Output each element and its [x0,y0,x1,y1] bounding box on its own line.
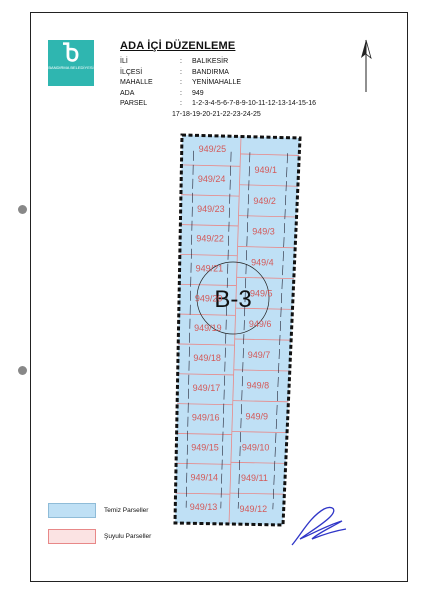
parcel-label: 949/15 [191,442,219,453]
parcel-label: 949/3 [252,226,275,237]
logo-text: BANDIRMA BELEDİYESİ [48,65,94,70]
info-row: PARSEL : 1-2-3-4-5-6-7-8-9-10-11-12-13-14-15-16 [120,100,316,107]
legend-label: Temiz Parseller [104,507,149,515]
logo-mark-icon: Ⴆ [62,41,80,66]
legend-label: Şuyulu Parseller [104,533,152,541]
parcel-label: 949/11 [241,473,268,484]
document-title: ADA İÇİ DÜZENLEME [120,40,236,52]
parcel-label: 949/17 [192,382,221,393]
parsel-continuation: 17-18-19-20-21-22-23-24-25 [172,110,261,118]
parcel-label: 949/13 [189,502,218,513]
parcel-label: 949/7 [247,349,271,360]
parcel-label: 949/10 [241,442,270,453]
parcel-label: 949/22 [196,233,224,244]
info-row: ADA : 949 [120,89,204,97]
legend-item-clean [48,503,148,518]
parcel-label: 949/2 [253,195,276,206]
info-row: MAHALLE : YENİMAHALLE [120,79,242,86]
parcel-label: 949/16 [191,412,220,423]
legend-swatch-shared [48,529,96,544]
block-label: B-3 [214,286,252,313]
parcel-label: 949/25 [198,144,227,155]
parcel-label: 949/8 [246,380,270,391]
parcel-label: 949/24 [197,174,226,185]
info-row: İLİ : BALIKESİR [120,58,229,65]
parcel-label: 949/6 [248,319,272,330]
parcel-label: 949/5 [249,288,273,299]
parcel-label: 949/1 [254,164,278,175]
parcel-label: 949/4 [251,257,274,268]
parcel-label: 949/19 [194,323,222,334]
signature [288,503,350,549]
legend-swatch-clean [48,503,96,518]
parcel-label: 949/12 [239,504,268,515]
parcel-label: 949/14 [190,472,218,483]
parcel-label: 949/18 [193,352,221,363]
parcel-label: 949/20 [194,293,223,304]
parcel-label: 949/9 [245,411,268,422]
info-row: İLÇESİ : BANDIRMA [120,68,229,76]
parcel-label: 949/23 [197,203,225,214]
parcel-label: 949/21 [195,263,224,274]
legend-item-shared [48,529,151,544]
